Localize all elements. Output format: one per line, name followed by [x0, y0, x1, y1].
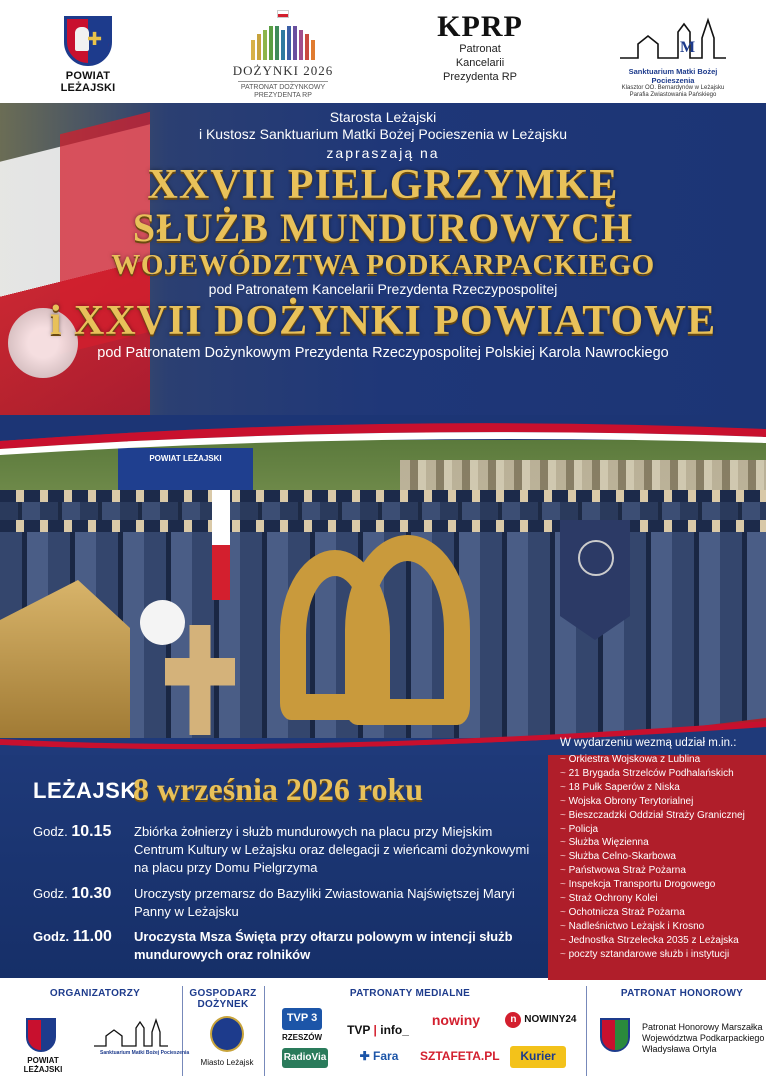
nowiny24-logo: n NOWINY24: [500, 1010, 582, 1032]
honor-line3: Władysława Ortyla: [642, 1044, 717, 1054]
powiat-caption: POWIAT LEŻAJSKI: [60, 70, 116, 94]
schedule-text: Uroczysty przemarsz do Bazyliki Zwiastowania Najświętszej Maryi Panny w Leżajsku: [134, 886, 515, 919]
nowiny-logo: nowiny: [431, 1012, 481, 1028]
footer: [0, 980, 766, 1080]
footer-divider: [182, 986, 183, 1076]
honor-line2: Województwa Podkarpackiego: [642, 1033, 765, 1043]
intro-line2: i Kustosz Sanktuarium Matki Bożej Pocieszenia w Leżajsku: [198, 126, 568, 142]
photo-caps-front: [0, 520, 766, 532]
tvp-info-logo: TVP | info_: [347, 1023, 409, 1037]
tent-label: POWIAT LEŻAJSKI: [149, 454, 222, 463]
schedule-hour: 10.15: [71, 823, 112, 840]
dozynki-bars-icon: [228, 26, 338, 60]
white-basket: [140, 600, 185, 645]
banner-cross-icon: [578, 540, 614, 576]
tvp3-rzeszow-caption: RZESZÓW: [282, 1033, 322, 1042]
header-logos: [0, 0, 766, 103]
list-item: ~ Nadleśnictwo Leżajsk i Krosno: [560, 920, 760, 934]
intro-line1: Starosta Leżajski: [329, 109, 437, 125]
organizers-heading: ORGANIZATORZY: [49, 988, 141, 999]
leżajsk-town-crest-icon: [210, 1016, 244, 1052]
footer-divider: [586, 986, 587, 1076]
schedule-text: Zbiórka żołnierzy i służb mundurowych na placu przy Miejskim Centrum Kultury w Leżajsku oraz delegacji z wieńcami dożynkowymi na placu przy Domu Pielgrzyma: [134, 824, 530, 875]
svg-text:Sanktuarium Matki Bożej Pocies: Sanktuarium Matki Bożej Pocieszenia: [100, 1050, 190, 1056]
dozynki-subtitle: PATRONAT DOŻYNKOWY PREZYDENTA RP: [238, 81, 328, 100]
list-item: ~ poczty sztandarowe służb i instytucji: [560, 948, 760, 962]
kprp-logo: [420, 12, 540, 84]
title-pilgrimage: XXVII PIELGRZYMKĘ: [147, 162, 619, 208]
photo-flag: [212, 490, 230, 600]
list-item: ~ Ochotnicza Straż Pożarna: [560, 906, 760, 920]
title-harvest-festival: i XXVII DOŻYNKI POWIATOWE: [49, 298, 717, 344]
patronage-line1: pod Patronatem Kancelarii Prezydenta Rzeczypospolitej: [208, 281, 558, 297]
list-item: ~ 21 Brygada Strzelców Podhalańskich: [560, 767, 760, 781]
sztafeta-logo: SZTAFETA.PL: [420, 1049, 500, 1063]
participants-list: [560, 753, 760, 962]
svg-text:M: M: [680, 39, 696, 56]
intro-line3: zapraszają na: [326, 145, 440, 161]
church-icon: [92, 1016, 190, 1056]
top-swoosh: [0, 415, 766, 455]
tvp3-logo: TVP 3: [282, 1008, 322, 1030]
kprp-abbr: KPRP: [437, 10, 523, 43]
patronage-line2: pod Patronatem Dożynkowym Prezydenta Rzeczypospolitej Polskiej Karola Nawrockiego: [97, 345, 669, 361]
sanctuary-sub2: Parafia Zwiastowania Pańskiego: [629, 92, 717, 98]
footer-divider: [264, 986, 265, 1076]
list-item: ~ Straż Ochrony Kolei: [560, 892, 760, 906]
powiat-crest-icon: [26, 1018, 56, 1052]
schedule-time: [33, 885, 133, 903]
kprp-line2: Kancelarii: [455, 57, 505, 69]
radio-via-logo: RadioVia: [282, 1048, 328, 1068]
radio-fara-logo: ✚ Fara: [359, 1049, 399, 1063]
photo-banner: [560, 520, 630, 640]
schedule-hour: 10.30: [71, 885, 112, 902]
media-heading: PATRONATY MEDIALNE: [349, 988, 471, 999]
list-item: ~ Państwowa Straż Pożarna: [560, 864, 760, 878]
kprp-line1: Patronat: [459, 43, 501, 55]
harvest-wreath-right: [345, 535, 470, 725]
powiat-crest-icon: ✚: [64, 16, 112, 66]
kprp-line3: Prezydenta RP: [443, 71, 517, 83]
schedule-hour: 11.00: [72, 928, 112, 945]
schedule-time: [33, 823, 133, 841]
host-heading: [188, 988, 258, 1010]
photo-caps-row: [0, 490, 766, 502]
schedule-prefix: Godz.: [33, 929, 70, 944]
church-icon: [618, 14, 728, 62]
dozynki-logo: [228, 10, 338, 100]
event-city: LEŻAJSK: [33, 778, 137, 803]
participants-list-block: [560, 737, 760, 962]
sanctuary-logo: [608, 14, 738, 99]
host-heading-line2: DOŻYNEK: [197, 999, 249, 1010]
participants-heading: W wydarzeniu wezmą udział m.in.:: [560, 737, 737, 749]
title-uniformed-services: SŁUŻB MUNDUROWYCH: [132, 205, 634, 250]
event-photo: [0, 440, 766, 740]
sanctuary-sub1: Klasztor OO. Bernardynów w Leżajsku: [621, 85, 725, 91]
list-item: ~ Służba Więzienna: [560, 836, 760, 850]
list-item: ~ Inspekcja Transportu Drogowego: [560, 878, 760, 892]
list-item: ~ Orkiestra Wojskowa z Lublina: [560, 753, 760, 767]
schedule-text: Uroczysta Msza Święta przy ołtarzu polowym w intencji służb mundurowych oraz rolników: [134, 929, 513, 962]
podkarpackie-crest-icon: [600, 1018, 630, 1052]
list-item: ~ Wojska Obrony Terytorialnej: [560, 795, 760, 809]
schedule-time: [33, 928, 133, 946]
title-band: [0, 103, 766, 448]
dozynki-title: DOŻYNKI 2026: [232, 63, 334, 78]
kurier-logo: Kurier: [510, 1046, 566, 1068]
schedule-prefix: Godz.: [33, 824, 68, 839]
powiat-footer-caption: POWIAT LEŻAJSKI: [23, 1056, 63, 1074]
list-item: ~ Policja: [560, 823, 760, 837]
list-item: ~ Jednostka Strzelecka 2035 z Leżajska: [560, 934, 760, 948]
sanctuary-name: Sanktuarium Matki Bożej Pocieszenia: [628, 67, 718, 85]
schedule-prefix: Godz.: [33, 886, 68, 901]
list-item: ~ 18 Pułk Saperów z Niska: [560, 781, 760, 795]
list-item: ~ Bieszczadzki Oddział Straży Granicznej: [560, 809, 760, 823]
event-date: 8 września 2026 roku: [133, 771, 424, 807]
honor-line1: Patronat Honorowy Marszałka: [642, 1022, 763, 1032]
title-text-block: [0, 109, 766, 362]
town-caption: Miasto Leżajsk: [200, 1058, 254, 1067]
flag-icon: [277, 10, 289, 18]
powiat-logo: [38, 16, 138, 94]
host-heading-line1: GOSPODARZ: [189, 988, 257, 999]
list-item: ~ Służba Celno-Skarbowa: [560, 850, 760, 864]
title-voivodeship: WOJEWÓDZTWA PODKARPACKIEGO: [111, 249, 655, 281]
honor-heading: PATRONAT HONOROWY: [620, 988, 744, 999]
